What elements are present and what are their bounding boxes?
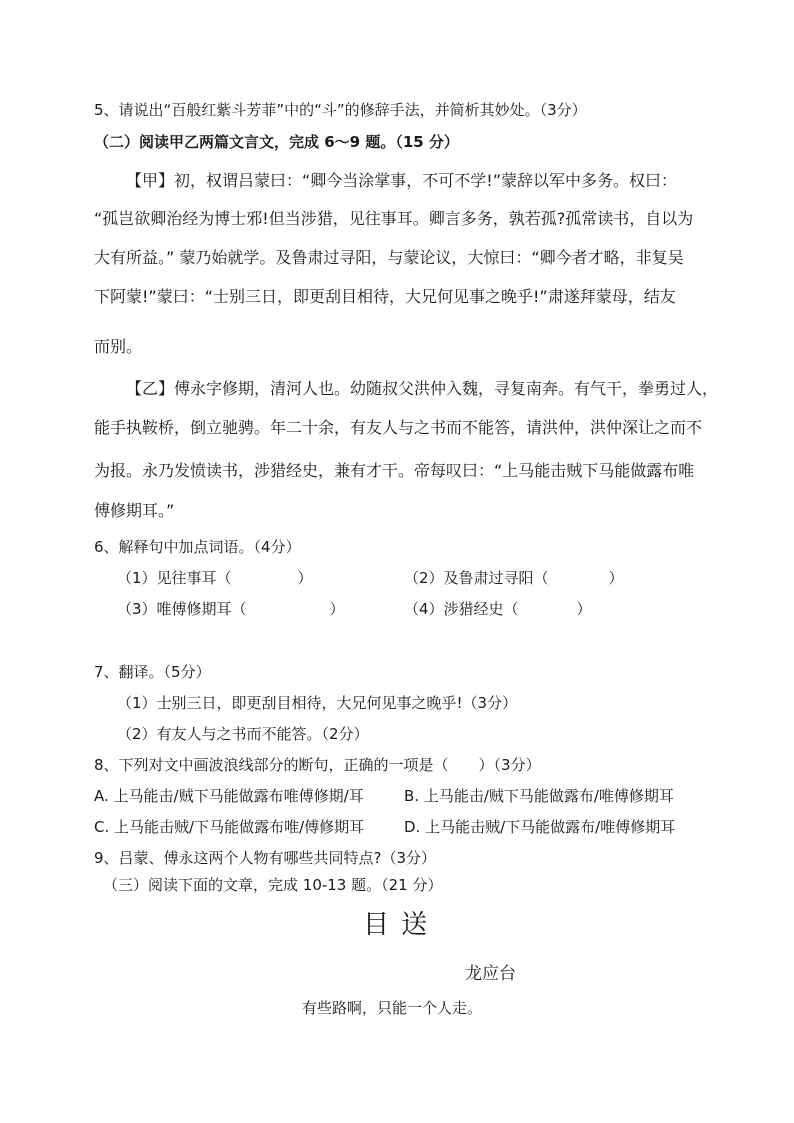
passage-yi-line: 为报。永乃发愤读书，涉猎经史，兼有才干。帝每叹曰：“上马能击贼下马能做露布唯 bbox=[94, 461, 695, 480]
question-6-item: （1）见往事耳（ ） bbox=[117, 569, 313, 587]
question-6-item: （2）及鲁肃过寻阳（ ） bbox=[404, 569, 624, 587]
question-8-option: B. 上马能击/贼下马能做露布/唯傅修期耳 bbox=[404, 787, 674, 805]
passage-jia-line: 而别。 bbox=[94, 337, 143, 356]
essay-title: 目 送 bbox=[363, 910, 430, 940]
question-8-option: C. 上马能击贼/下马能做露布唯/傅修期耳 bbox=[94, 818, 365, 836]
passage-jia-line: 【甲】初，权谓吕蒙曰：“卿今当涂掌事，不可不学!”蒙辞以军中多务。权曰： bbox=[126, 171, 677, 190]
section-2-heading: （二）阅读甲乙两篇文言文，完成 6～9 题。（15 分） bbox=[94, 133, 459, 151]
question-7-item: （2）有友人与之书而不能答。（2分） bbox=[117, 725, 369, 743]
essay-first-line: 有些路啊，只能一个人走。 bbox=[302, 999, 483, 1017]
essay-author: 龙应台 bbox=[465, 964, 516, 984]
question-9: 9、吕蒙、傅永这两个人物有哪些共同特点?（3分） bbox=[94, 849, 437, 867]
question-6-prompt: 6、解释句中加点词语。（4分） bbox=[94, 538, 301, 556]
question-6-item: （3）唯傅修期耳（ ） bbox=[117, 600, 345, 618]
question-6-item: （4）涉猎经史（ ） bbox=[404, 600, 592, 618]
passage-jia-line: “孤岂欲卿治经为博士邪!但当涉猎，见往事耳。卿言多务，孰若孤?孤常读书，自以为 bbox=[94, 209, 694, 228]
question-5: 5、请说出“百般红紫斗芳菲”中的“斗”的修辞手法，并简析其妙处。（3分） bbox=[94, 101, 587, 119]
question-8-prompt: 8、下列对文中画波浪线部分的断句，正确的一项是（ ）（3分） bbox=[94, 756, 541, 774]
passage-jia-line: 下阿蒙!”蒙曰：“士别三日，即更刮目相待，大兄何见事之晚乎!”肃遂拜蒙母，结友 bbox=[94, 287, 676, 306]
passage-jia-line: 大有所益。” 蒙乃始就学。及鲁肃过寻阳，与蒙论议，大惊曰：“卿今者才略，非复吴 bbox=[94, 248, 684, 267]
passage-yi-line: 傅修期耳。” bbox=[94, 501, 175, 520]
passage-yi-line: 能手执鞍桥，倒立驰骋。年二十余，有友人与之书而不能答，请洪仲，洪仲深让之而不 bbox=[94, 418, 703, 437]
passage-yi-line: 【乙】傅永字修期，清河人也。幼随叔父洪仲入魏，寻复南奔。有气干，拳勇过人， bbox=[126, 379, 719, 398]
question-7-prompt: 7、翻译。（5分） bbox=[94, 663, 211, 681]
question-8-option: D. 上马能击贼/下马能做露布/唯傅修期耳 bbox=[404, 818, 676, 836]
question-8-option: A. 上马能击/贼下马能做露布唯傅修期/耳 bbox=[94, 787, 364, 805]
question-7-item: （1）士别三日，即更刮目相待，大兄何见事之晚乎!（3分） bbox=[117, 694, 518, 712]
section-3-heading: （三）阅读下面的文章，完成 10-13 题。（21 分） bbox=[103, 876, 443, 894]
